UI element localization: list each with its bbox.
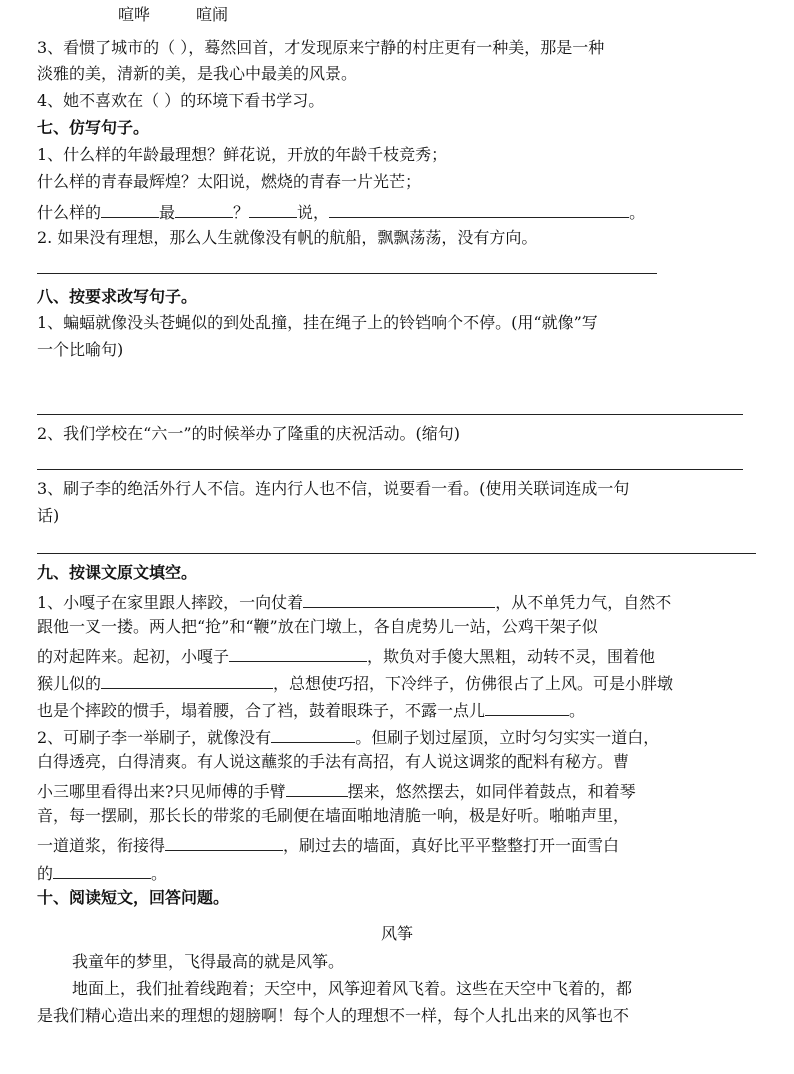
reading-paragraph-2: 地面上，我们扯着线跑着；天空中，风筝迎着风飞着。这些在天空中飞着的，都 <box>72 979 633 998</box>
answer-blank[interactable] <box>229 643 367 662</box>
answer-line[interactable] <box>37 273 657 274</box>
question-3-cont: 淡雅的美，清新的美，是我心中最美的风景。 <box>37 64 358 83</box>
section-7-heading: 七、仿写句子。 <box>37 118 150 137</box>
reading-paragraph-2-cont: 是我们精心造出来的理想的翅膀啊！每个人的理想不一样，每个人扎出来的风筝也不 <box>37 1006 630 1025</box>
reading-paragraph-1: 我童年的梦里，飞得最高的就是风筝。 <box>72 952 345 971</box>
imitation-fill-line <box>37 199 645 221</box>
passage-text: 。 <box>569 701 586 720</box>
passage-1-line-3 <box>37 643 655 665</box>
question-3: 3、看惯了城市的（ ），蓦然回首，才发现原来宁静的村庄更有一种美，那是一种 <box>37 38 605 57</box>
passage-text: 摆来，悠然摆去，如同伴着鼓点，和着琴 <box>347 782 636 801</box>
passage-text: 一道道浆，衔接得 <box>37 836 166 855</box>
answer-blank[interactable] <box>101 670 273 689</box>
passage-1-line-1 <box>37 589 671 611</box>
passage-text: ，从不单凭力气，自然不 <box>495 593 672 612</box>
passage-2-line-5 <box>37 832 619 854</box>
fill-text-4: 说， <box>297 203 330 222</box>
passage-1-line-2: 跟他一叉一搂。两人把“抢”和“鞭”放在门墩上，各自虎势儿一站，公鸡干架子似 <box>37 617 598 636</box>
answer-blank[interactable] <box>485 697 569 716</box>
answer-blank[interactable] <box>303 589 495 608</box>
section-8-heading: 八、按要求改写句子。 <box>37 287 198 306</box>
answer-line[interactable] <box>37 469 743 470</box>
rewrite-question-3: 3、刷子李的绝活外行人不信。连内行人也不信，说要看一看。(使用关联词连成一句 <box>37 479 630 498</box>
answer-blank[interactable] <box>329 199 629 218</box>
passage-text: 也是个摔跤的惯手，塌着腰，合了裆，鼓着眼珠子，不露一点儿 <box>37 701 486 720</box>
answer-line[interactable] <box>37 553 756 554</box>
answer-line[interactable] <box>37 414 743 415</box>
answer-blank[interactable] <box>286 778 348 797</box>
answer-blank[interactable] <box>175 199 233 218</box>
passage-text: ，刷过去的墙面，真好比平平整整打开一面雪白 <box>283 836 620 855</box>
word-option-2: 喧闹 <box>196 5 229 24</box>
passage-text: 小三哪里看得出来?只见师傅的手臂 <box>37 782 286 801</box>
passage-2-line-1 <box>37 724 659 746</box>
passage-1-line-5 <box>37 697 585 719</box>
question-4: 4、她不喜欢在（ ）的环境下看书学习。 <box>37 91 325 110</box>
answer-blank[interactable] <box>101 199 159 218</box>
section-9-heading: 九、按课文原文填空。 <box>37 563 198 582</box>
fill-text-5: 。 <box>629 203 646 222</box>
passage-1-line-4 <box>37 670 673 692</box>
rewrite-question-1-cont: 一个比喻句) <box>37 340 124 359</box>
passage-text: 2、可刷子李一举刷子，就像没有 <box>37 728 272 747</box>
imitation-example-2: 什么样的青春最辉煌？太阳说，燃烧的青春一片光芒； <box>37 172 422 191</box>
answer-blank[interactable] <box>53 860 151 879</box>
section-10-heading: 十、阅读短文，回答问题。 <box>37 888 230 907</box>
passage-text: 。但刷子划过屋顶，立时匀匀实实一道白， <box>355 728 660 747</box>
fill-text-2: 最 <box>159 203 176 222</box>
passage-text: ，总想使巧招，下冷绊子，仿佛很占了上风。可是小胖墩 <box>273 674 674 693</box>
passage-text: 的对起阵来。起初，小嘎子 <box>37 647 230 666</box>
answer-blank[interactable] <box>271 724 355 743</box>
passage-text: 1、小嘎子在家里跟人摔跤，一向仗着 <box>37 593 304 612</box>
passage-2-line-2: 白得透亮，白得清爽。有人说这蘸浆的手法有高招，有人说这调浆的配料有秘方。曹 <box>37 752 630 771</box>
passage-text: 的 <box>37 864 54 883</box>
passage-text: 猴儿似的 <box>37 674 102 693</box>
answer-blank[interactable] <box>249 199 297 218</box>
imitation-question-2: 2. 如果没有理想，那么人生就像没有帆的航船，飘飘荡荡，没有方向。 <box>37 228 538 247</box>
fill-text-3: ？ <box>233 203 250 222</box>
passage-2-line-3 <box>37 778 636 800</box>
passage-2-line-4: 音，每一摆刷，那长长的带浆的毛刷便在墙面啪地清脆一响，极是好听。啪啪声里， <box>37 806 630 825</box>
rewrite-question-1: 1、蝙蝠就像没头苍蝇似的到处乱撞，挂在绳子上的铃铛响个不停。(用“就像”写 <box>37 313 598 332</box>
rewrite-question-3-cont: 话) <box>37 506 60 525</box>
imitation-example-1: 1、什么样的年龄最理想？鲜花说，开放的年龄千枝竞秀； <box>37 145 448 164</box>
passage-text: ，欺负对手傻大黑粗，动转不灵，围着他 <box>367 647 656 666</box>
rewrite-question-2: 2、我们学校在“六一”的时候举办了隆重的庆祝活动。(缩句) <box>37 424 461 443</box>
fill-text-1: 什么样的 <box>37 203 102 222</box>
passage-text: 。 <box>151 864 168 883</box>
answer-blank[interactable] <box>165 832 283 851</box>
word-option-1: 喧哗 <box>118 5 151 24</box>
passage-2-line-6 <box>37 860 167 882</box>
reading-title: 风筝 <box>381 924 414 943</box>
